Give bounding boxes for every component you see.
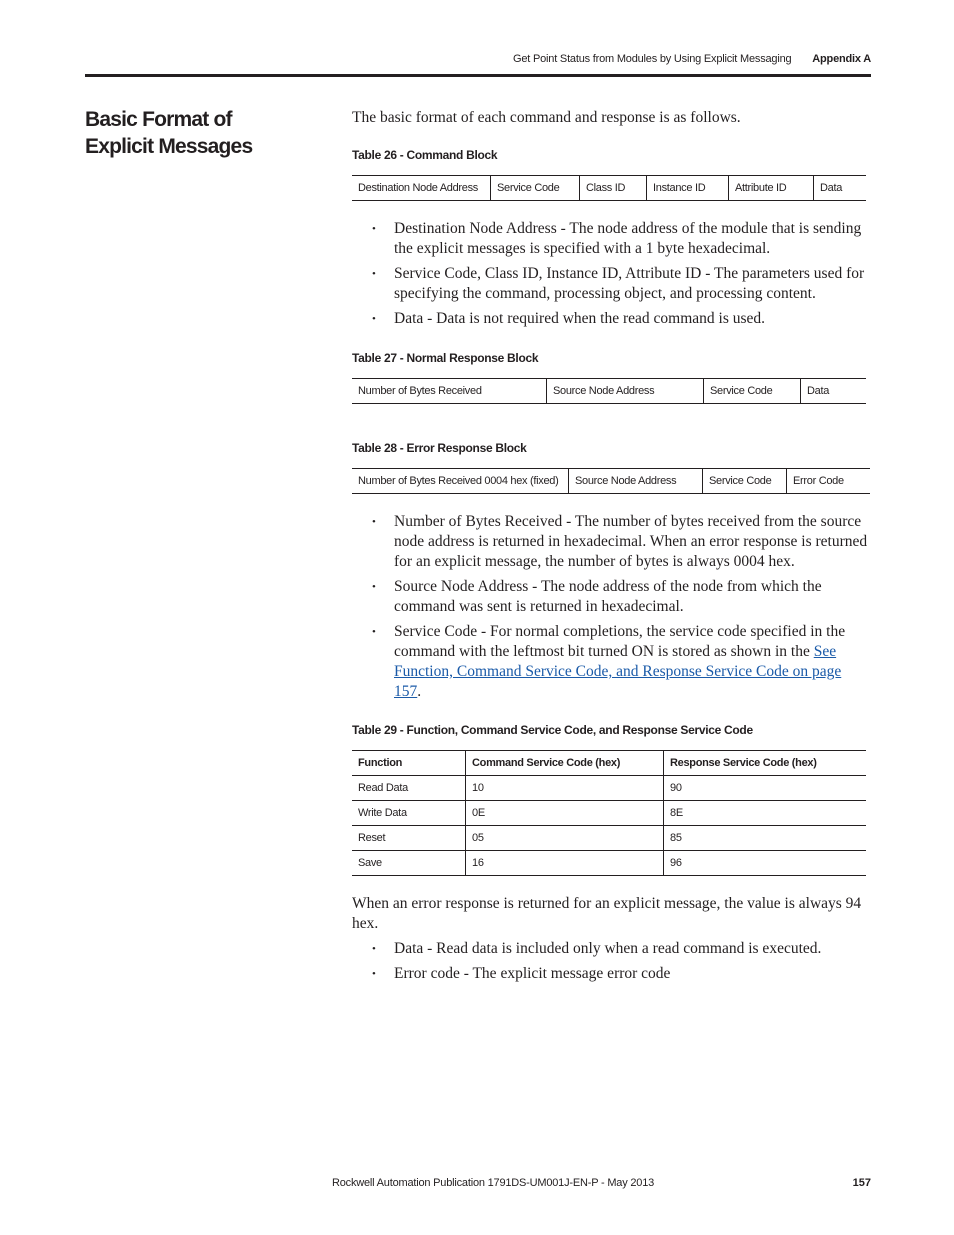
table26-cell: Attribute ID — [729, 176, 814, 201]
service-code-text: Service Code - For normal completions, the service code specified in the command with the leftmost bit turned ON is stored as shown in the — [394, 623, 846, 660]
table-row — [352, 826, 866, 851]
table-cell: Save — [352, 851, 466, 876]
table-cell: Read Data — [352, 776, 466, 801]
table28-cell: Service Code — [703, 469, 787, 494]
error-value-paragraph: When an error response is returned for an explicit message, the value is always 94 hex. — [352, 895, 862, 932]
publication-footer: Rockwell Automation Publication 1791DS-UM001J-EN-P - May 2013 — [332, 1177, 655, 1189]
table27-cell: Service Code — [704, 379, 801, 404]
table27-cell: Number of Bytes Received — [352, 379, 547, 404]
table28-caption: Table 28 - Error Response Block — [352, 441, 527, 455]
table28-cell: Source Node Address — [569, 469, 703, 494]
appendix-label: Appendix A — [812, 53, 871, 65]
chapter-title: Get Point Status from Modules by Using Explicit Messaging — [513, 53, 792, 65]
list-item: • Destination Node Address - The node address of the module that is sending the explicit messages is specified with a 1 byte hexadecimal. — [372, 219, 870, 259]
table26-cell: Class ID — [580, 176, 647, 201]
table-row — [352, 801, 866, 826]
table26-cell: Destination Node Address — [352, 176, 491, 201]
table-cell: 05 — [466, 826, 664, 851]
bullet-list-2 — [372, 512, 870, 707]
table26-cell: Service Code — [491, 176, 580, 201]
list-item: • Error code - The explicit message error code — [372, 964, 870, 984]
table-cell: Reset — [352, 826, 466, 851]
header-rule — [85, 74, 871, 77]
table-row — [352, 851, 866, 876]
list-item: • Service Code, Class ID, Instance ID, Attribute ID - The parameters used for specifying the command, processing object, and processing content. — [372, 264, 870, 304]
table-header-row — [352, 751, 866, 776]
page-number: 157 — [852, 1177, 871, 1189]
command-block-table — [352, 175, 866, 201]
error-response-table — [352, 468, 870, 494]
table28-cell: Number of Bytes Received 0004 hex (fixed) — [352, 469, 569, 494]
table-cell: 8E — [664, 801, 867, 826]
table26-cell: Instance ID — [647, 176, 729, 201]
section-title: Basic Format of Explicit Messages — [85, 108, 253, 158]
list-item: • Data - Read data is included only when a read command is executed. — [372, 939, 870, 959]
service-code-table — [352, 750, 866, 876]
list-item: • Data - Data is not required when the read command is used. — [372, 309, 870, 329]
running-header — [513, 53, 871, 65]
table27-caption: Table 27 - Normal Response Block — [352, 351, 539, 365]
table26-cell: Data — [814, 176, 867, 201]
list-item: • Number of Bytes Received - The number of bytes received from the source node address is returned in hexadecimal. When an error response is returned for an explicit message, the number of bytes is always 0004 hex. — [372, 512, 870, 572]
table-cell: 85 — [664, 826, 867, 851]
service-code-end: . — [417, 683, 422, 700]
table-row — [352, 776, 866, 801]
column-header: Command Service Code (hex) — [466, 751, 664, 776]
table-cell: Write Data — [352, 801, 466, 826]
table27-cell: Source Node Address — [547, 379, 704, 404]
bullet-list-3 — [372, 939, 870, 989]
normal-response-table — [352, 378, 866, 404]
column-header: Function — [352, 751, 466, 776]
list-item — [372, 622, 870, 702]
list-item: • Source Node Address - The node address of the node from which the command was sent is returned in hexadecimal. — [372, 577, 870, 617]
table-cell: 0E — [466, 801, 664, 826]
column-header: Response Service Code (hex) — [664, 751, 867, 776]
table27-cell: Data — [801, 379, 867, 404]
table28-cell: Error Code — [787, 469, 871, 494]
table-cell: 10 — [466, 776, 664, 801]
table29-caption: Table 29 - Function, Command Service Code, and Response Service Code — [352, 723, 753, 737]
table-cell: 90 — [664, 776, 867, 801]
table29-link[interactable]: See Function, Command Service Code, and Response Service Code on page 157 — [394, 643, 842, 700]
bullet-list-1 — [372, 219, 870, 334]
table26-caption: Table 26 - Command Block — [352, 148, 498, 162]
intro-paragraph: The basic format of each command and response is as follows. — [352, 109, 741, 126]
table-cell: 16 — [466, 851, 664, 876]
table-cell: 96 — [664, 851, 867, 876]
